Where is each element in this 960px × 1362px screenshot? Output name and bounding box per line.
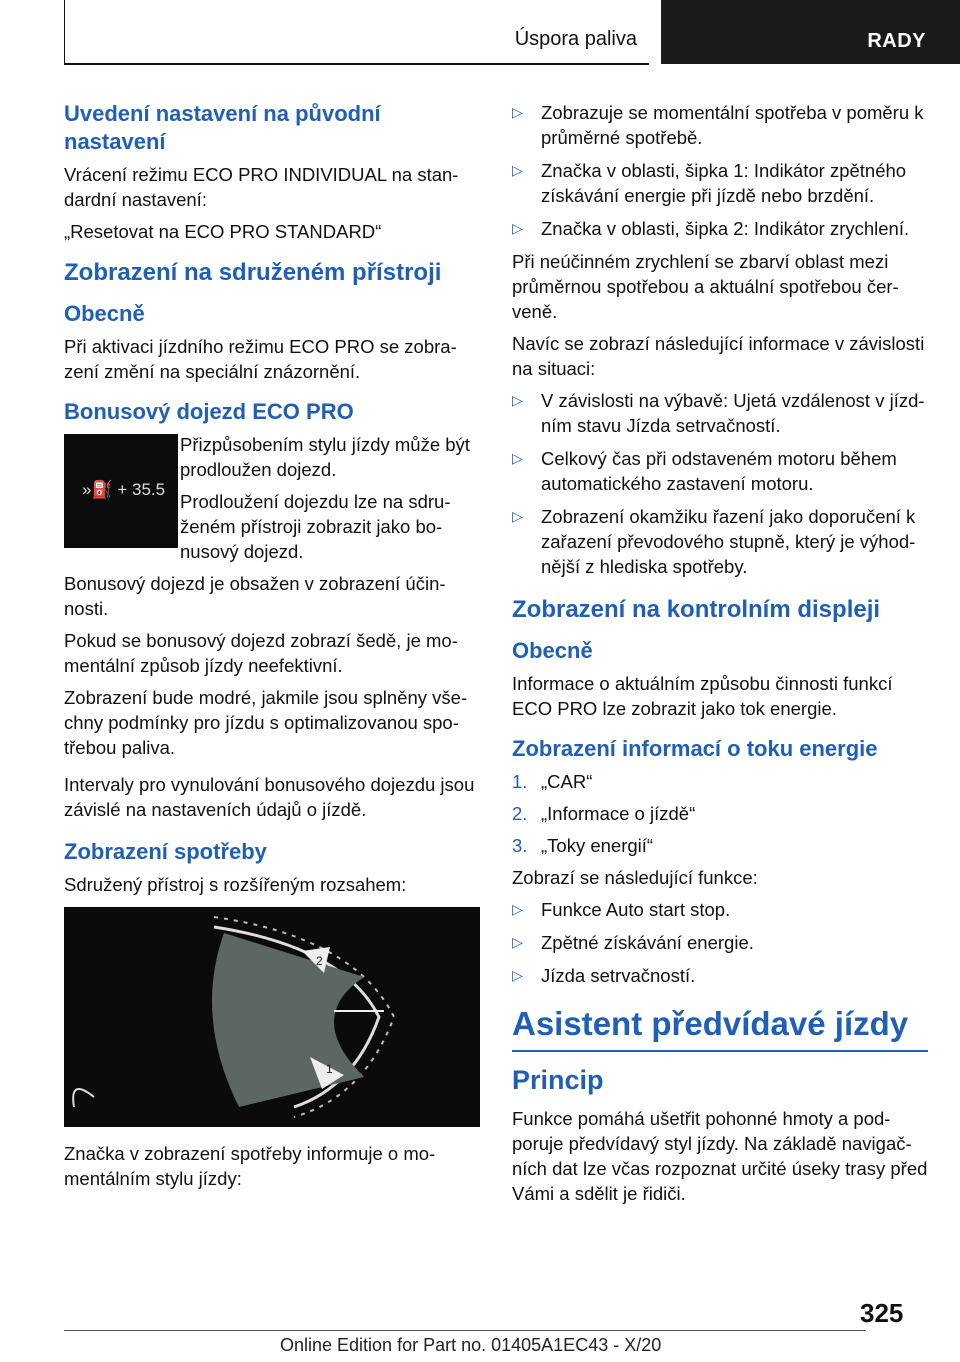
paragraph-after-gauge: Značka v zobrazení spotřeby informuje o momentálním stylu jízdy:: [64, 1143, 436, 1189]
bonus-range-block: [64, 432, 480, 564]
heading-bonus-range: Bonusový dojezd ECO PRO: [64, 399, 354, 424]
list-item-text: Celkový čas při odstaveném motoru během automatického zastavení motoru.: [541, 448, 897, 494]
list-item: [512, 930, 928, 955]
paragraph-functions: Zobrazí se následující funkce:: [512, 867, 758, 888]
heading-principle: Princip: [512, 1065, 604, 1095]
step-text: „Toky energií“: [541, 835, 654, 856]
bonus-range-readout: »⛽ + 35.5: [82, 480, 166, 499]
list-item-text: Značka v oblasti, šipka 2: Indikátor zrychlení.: [541, 218, 910, 239]
paragraph-general-right: Informace o aktuálním způsobu činnosti funkcí ECO PRO lze zobrazit jako tok energie.: [512, 673, 893, 719]
paragraph-bonus-5: Zobrazení bude modré, jakmile jsou splněny všechny podmínky pro jízdu s optimalizovanou spotřebou paliva.: [64, 687, 468, 758]
heading-reset: Uvedení nastavení na původní nastavení: [64, 101, 381, 154]
consumption-gauge-image: [64, 907, 480, 1127]
list-item: [512, 158, 928, 208]
bullet-triangle-icon: ▷: [512, 934, 523, 950]
paragraph-bonus-6: Intervaly pro vynulování bonusového dojezdu jsou závislé na nastaveních údajů o jízdě.: [64, 774, 475, 820]
heading-general: Obecně: [64, 301, 145, 326]
list-item-text: Zobrazení okamžiku řazení jako doporučení k zařazení převodového stupně, který je výhodnější z hlediska spotřeby.: [541, 506, 916, 577]
paragraph-bonus-3: Bonusový dojezd je obsažen v zobrazení účinnosti.: [64, 573, 446, 619]
heading-anticipatory-assistant: Asistent předvídavé jízdy: [512, 1004, 928, 1052]
list-item: [512, 504, 928, 579]
list-item-text: Jízda setrvačností.: [541, 965, 696, 986]
footer-edition: Online Edition for Part no. 01405A1EC43 - X/20: [280, 1335, 662, 1355]
header-rule: [64, 63, 649, 65]
list-item: [512, 963, 928, 988]
bullet-triangle-icon: ▷: [512, 104, 523, 120]
paragraph-bonus-1: Přizpůsobením stylu jízdy může být prodloužen dojezd.: [180, 434, 470, 480]
heading-energy-flow: Zobrazení informací o toku energie: [512, 736, 878, 761]
list-item: [512, 100, 928, 150]
step-number: 1.: [512, 771, 528, 792]
paragraph-general: Při aktivaci jízdního režimu ECO PRO se zobrazení změní na speciální znázornění.: [64, 336, 457, 382]
header-chapter-title: RADY: [867, 30, 926, 52]
bullet-triangle-icon: ▷: [512, 450, 523, 466]
paragraph-additional: Navíc se zobrazí následující informace v závislosti na situaci:: [512, 333, 925, 379]
list-item: [512, 833, 928, 858]
header-chapter-tab: [661, 0, 960, 64]
header-left-rule: [64, 0, 65, 64]
right-column: [512, 100, 928, 1213]
bonus-range-image: [64, 434, 178, 548]
paragraph-inefficient: Při neúčinném zrychlení se zbarví oblast mezi průměrnou spotřebou a aktuální spotřebou červeně.: [512, 251, 899, 322]
list-item: [512, 388, 928, 438]
paragraph-consumption: Sdružený přístroj s rozšířeným rozsahem:: [64, 874, 407, 895]
page-number: 325: [860, 1298, 904, 1328]
bullet-triangle-icon: ▷: [512, 392, 523, 408]
list-item: [512, 216, 928, 241]
paragraph-principle: Funkce pomáhá ušetřit pohonné hmoty a podporuje předvídavý styl jízdy. Na základě navigačních dat lze včas rozpoznat určité úseky trasy před Vámi a sdělit je řidiči.: [512, 1108, 928, 1204]
step-text: „CAR“: [541, 771, 593, 792]
heading-consumption: Zobrazení spotřeby: [64, 839, 267, 864]
heading-control-display: Zobrazení na kontrolním displeji: [512, 596, 881, 623]
bullet-triangle-icon: ▷: [512, 967, 523, 983]
bullet-triangle-icon: ▷: [512, 162, 523, 178]
gauge-arrow-label-1: 1: [326, 1062, 333, 1076]
bullet-triangle-icon: ▷: [512, 220, 523, 236]
step-number: 3.: [512, 835, 528, 856]
consumption-gauge-graphic: [64, 907, 480, 1127]
left-column: [64, 100, 480, 1198]
heading-cluster-display: Zobrazení na sdruženém přístroji: [64, 259, 442, 286]
heading-general-right: Obecně: [512, 638, 593, 663]
footer-rule: [64, 1330, 866, 1331]
list-item: [512, 801, 928, 826]
list-item-text: Zpětné získávání energie.: [541, 932, 754, 953]
step-number: 2.: [512, 803, 528, 824]
bullet-triangle-icon: ▷: [512, 508, 523, 524]
header-section-title: Úspora paliva: [514, 28, 637, 50]
list-item-text: Značka v oblasti, šipka 1: Indikátor zpětného získávání energie při jízdě nebo brzdění.: [541, 160, 907, 206]
paragraph-reset: Vrácení režimu ECO PRO INDIVIDUAL na standardní nastavení:: [64, 164, 459, 210]
paragraph-reset-quote: „Resetovat na ECO PRO STANDARD“: [64, 221, 382, 242]
step-text: „Informace o jízdě“: [541, 803, 696, 824]
list-item-text: V závislosti na výbavě: Ujetá vzdálenost v jízdním stavu Jízda setrvačností.: [541, 390, 925, 436]
list-item-text: Funkce Auto start stop.: [541, 899, 731, 920]
list-item-text: Zobrazuje se momentální spotřeba v poměru k průměrné spotřebě.: [541, 102, 924, 148]
list-item: [512, 446, 928, 496]
list-item: [512, 769, 928, 794]
bullet-triangle-icon: ▷: [512, 901, 523, 917]
paragraph-bonus-2: Prodloužení dojezdu lze na sdruženém přístroji zobrazit jako bonusový dojezd.: [180, 491, 451, 562]
paragraph-bonus-4: Pokud se bonusový dojezd zobrazí šedě, je momentální způsob jízdy neefektivní.: [64, 630, 458, 676]
list-item: [512, 897, 928, 922]
gauge-arrow-label-2: 2: [316, 954, 323, 968]
